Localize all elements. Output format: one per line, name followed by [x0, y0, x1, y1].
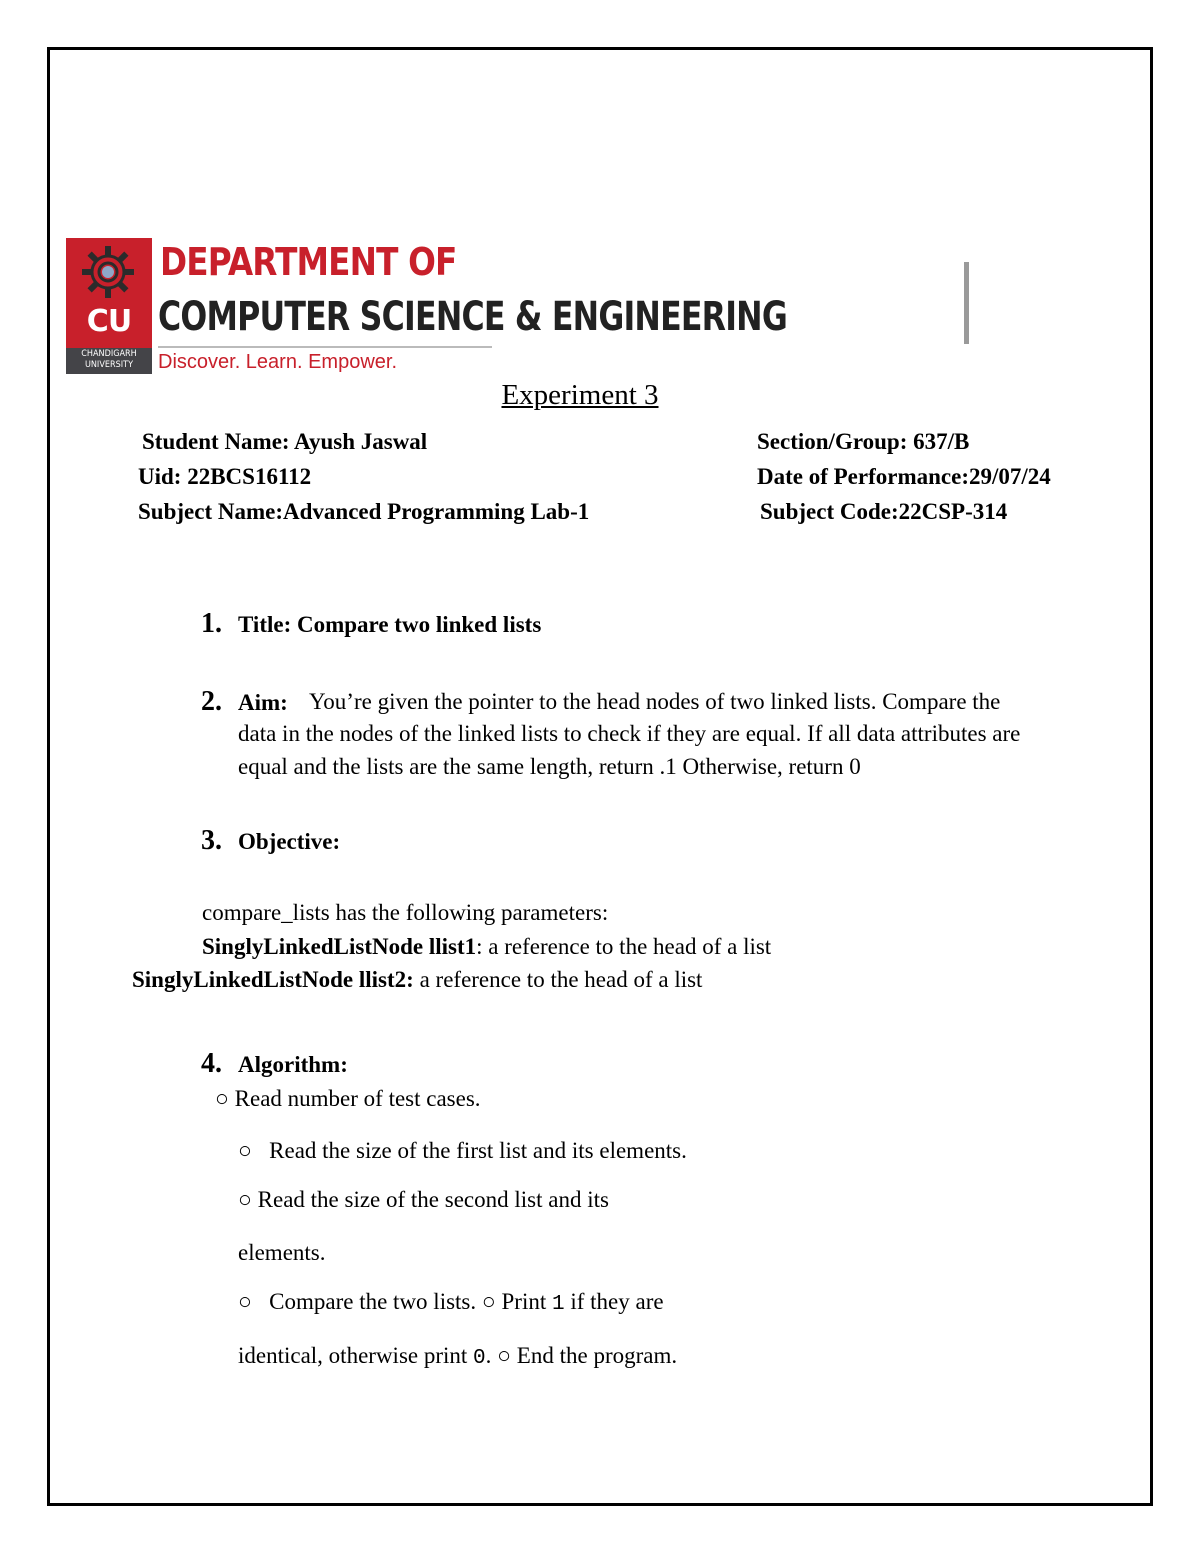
algorithm-step-4 [238, 1289, 664, 1316]
subject-name: Subject Name:Advanced Programming Lab-1 [138, 499, 590, 524]
header-divider [158, 346, 492, 348]
step-4-text-b: if they are [564, 1289, 664, 1314]
experiment-title: Experiment 3 [501, 379, 659, 411]
param-1-desc: : a reference to the head of a list [476, 934, 772, 959]
section-group: Section/Group: 637/B [757, 429, 970, 454]
param-2-name: SinglyLinkedListNode llist2: [132, 967, 414, 992]
section-3-title: Objective: [238, 829, 341, 854]
logo-univ-line2: UNIVERSITY [84, 360, 134, 370]
uid: Uid: 22BCS16112 [138, 464, 312, 489]
algorithm-step-3-cont: elements. [238, 1240, 326, 1265]
objective-intro: compare_lists has the following parameters: [202, 900, 609, 925]
aim-line-1: You’re given the pointer to the head nodes of two linked lists. Compare the [309, 689, 1001, 714]
objective-param-2 [132, 964, 702, 996]
step-5-code: 0 [473, 1347, 486, 1370]
param-2-desc: a reference to the head of a list [413, 967, 703, 992]
student-name: Student Name: Ayush Jaswal [142, 429, 428, 454]
step-4-code: 1 [552, 1293, 565, 1316]
section-4-title: Algorithm: [238, 1052, 348, 1077]
department-heading: DEPARTMENT OF [160, 240, 457, 284]
department-subheading: COMPUTER SCIENCE & ENGINEERING [158, 294, 788, 340]
algorithm-step-2: ○ Read the size of the first list and its elements. [238, 1138, 687, 1163]
section-3-number: 3. [201, 825, 222, 856]
step-5-text-b: . ○ End the program. [485, 1343, 678, 1368]
gear-emblem-icon [80, 244, 136, 300]
header-vertical-bar [964, 262, 969, 344]
param-1-name: SinglyLinkedListNode llist1 [202, 934, 477, 959]
section-1-title: Title: Compare two linked lists [238, 612, 542, 637]
algorithm-step-3: ○ Read the size of the second list and its [238, 1187, 609, 1212]
objective-param-1 [202, 931, 771, 963]
logo-univ-line1: CHANDIGARH [81, 349, 137, 359]
algorithm-step-5 [238, 1343, 677, 1370]
aim-line-3: equal and the lists are the same length, return .1 Otherwise, return 0 [238, 754, 861, 779]
tagline: Discover. Learn. Empower. [158, 351, 397, 373]
step-5-text-a: identical, otherwise print [238, 1343, 474, 1368]
section-2-label: Aim: [238, 690, 288, 715]
section-2-number: 2. [201, 686, 222, 717]
section-4-number: 4. [201, 1048, 222, 1079]
algorithm-step-1: ○ Read number of test cases. [215, 1086, 481, 1111]
step-4-text-a: ○ Compare the two lists. ○ Print [238, 1289, 552, 1314]
university-logo [66, 238, 152, 374]
section-1-number: 1. [201, 608, 222, 639]
logo-cu-text: CU [86, 304, 132, 339]
date-of-performance: Date of Performance:29/07/24 [757, 464, 1051, 489]
logo-university-name [66, 349, 152, 371]
aim-line-2: data in the nodes of the linked lists to check if they are equal. If all data attributes are [238, 721, 1021, 746]
subject-code: Subject Code:22CSP-314 [760, 499, 1008, 524]
